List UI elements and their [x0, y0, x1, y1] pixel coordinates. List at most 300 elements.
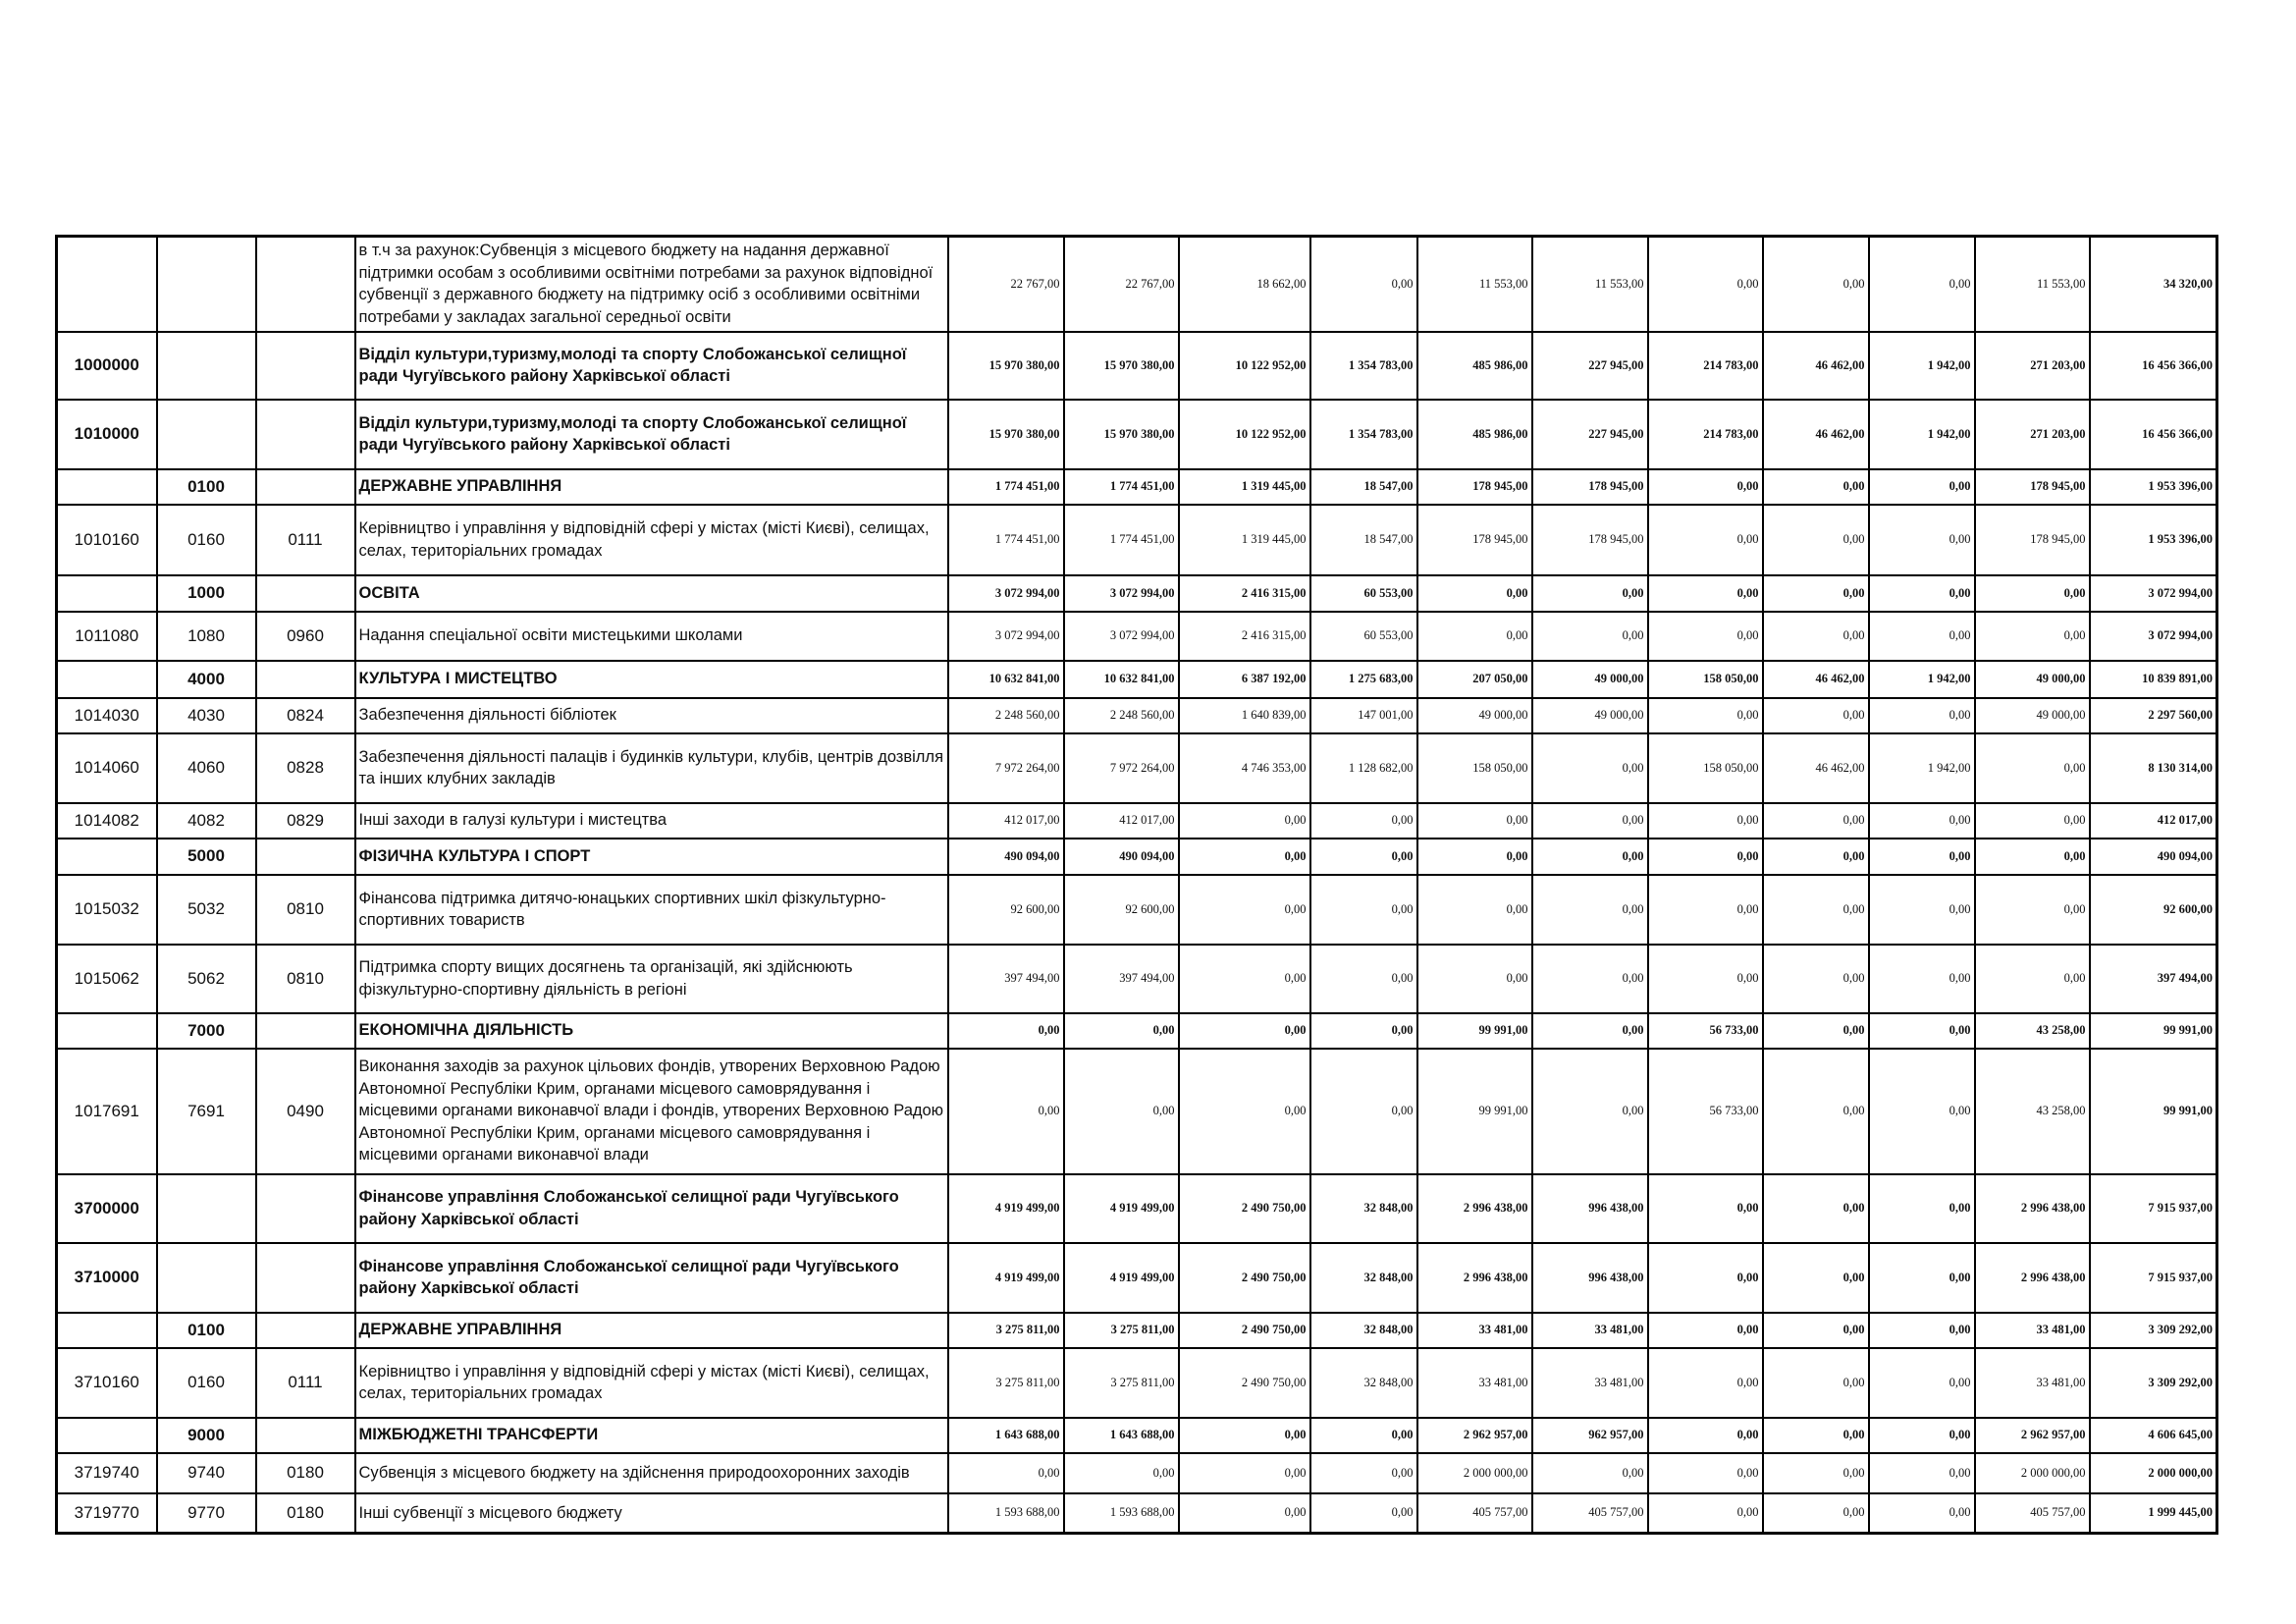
- amount-cell: 3 072 994,00: [948, 612, 1064, 661]
- amount-cell: 15 970 380,00: [948, 400, 1064, 469]
- amount-cell: 4 919 499,00: [1064, 1174, 1179, 1243]
- amount-cell: 1 643 688,00: [1064, 1418, 1179, 1453]
- amount-cell: 178 945,00: [1532, 505, 1648, 575]
- amount-cell: 0,00: [1975, 875, 2090, 945]
- total-amount-cell: 7 915 937,00: [2090, 1174, 2217, 1243]
- total-amount-cell: 3 072 994,00: [2090, 612, 2217, 661]
- program-code-cell: 3719770: [57, 1493, 157, 1534]
- amount-cell: 0,00: [1648, 1418, 1763, 1453]
- amount-cell: 0,00: [1532, 575, 1648, 612]
- program-code-cell: [57, 469, 157, 505]
- program-code-cell: [57, 237, 157, 332]
- table-row: [57, 469, 2217, 505]
- total-amount-cell: 397 494,00: [2090, 945, 2217, 1013]
- amount-cell: 1 774 451,00: [948, 469, 1064, 505]
- program-code-cell: 9740: [157, 1453, 256, 1493]
- program-name-cell: Відділ культури,туризму,молоді та спорту Слобожанської селищної ради Чугуївського району Харківської області: [355, 400, 948, 469]
- amount-cell: 0,00: [1648, 803, 1763, 839]
- amount-cell: 0,00: [1763, 469, 1869, 505]
- amount-cell: 0,00: [1763, 1243, 1869, 1313]
- amount-cell: 22 767,00: [948, 237, 1064, 332]
- amount-cell: 0,00: [1763, 1493, 1869, 1534]
- amount-cell: 0,00: [1310, 875, 1417, 945]
- total-amount-cell: 3 072 994,00: [2090, 575, 2217, 612]
- program-code-cell: 1011080: [57, 612, 157, 661]
- program-code-cell: 1000: [157, 575, 256, 612]
- amount-cell: 158 050,00: [1648, 661, 1763, 698]
- amount-cell: 0,00: [1763, 237, 1869, 332]
- amount-cell: 2 000 000,00: [1975, 1453, 2090, 1493]
- function-code-cell: 0810: [256, 875, 355, 945]
- amount-cell: 0,00: [1648, 575, 1763, 612]
- amount-cell: 485 986,00: [1417, 332, 1532, 400]
- program-name-cell: ЕКОНОМІЧНА ДІЯЛЬНІСТЬ: [355, 1013, 948, 1049]
- amount-cell: 2 962 957,00: [1975, 1418, 2090, 1453]
- function-code-cell: [256, 661, 355, 698]
- amount-cell: 1 593 688,00: [1064, 1493, 1179, 1534]
- total-amount-cell: 16 456 366,00: [2090, 400, 2217, 469]
- amount-cell: 0,00: [1179, 803, 1310, 839]
- amount-cell: 0,00: [1763, 803, 1869, 839]
- amount-cell: 4 919 499,00: [948, 1243, 1064, 1313]
- amount-cell: 92 600,00: [1064, 875, 1179, 945]
- amount-cell: 158 050,00: [1648, 733, 1763, 803]
- amount-cell: 0,00: [1648, 1313, 1763, 1348]
- amount-cell: 271 203,00: [1975, 400, 2090, 469]
- amount-cell: 214 783,00: [1648, 400, 1763, 469]
- amount-cell: 43 258,00: [1975, 1049, 2090, 1174]
- total-amount-cell: 99 991,00: [2090, 1013, 2217, 1049]
- amount-cell: 0,00: [1532, 803, 1648, 839]
- amount-cell: 0,00: [948, 1049, 1064, 1174]
- amount-cell: 0,00: [1869, 1174, 1975, 1243]
- program-code-cell: [157, 400, 256, 469]
- amount-cell: 99 991,00: [1417, 1049, 1532, 1174]
- amount-cell: 0,00: [1648, 469, 1763, 505]
- amount-cell: 0,00: [1648, 1348, 1763, 1418]
- program-code-cell: 4030: [157, 698, 256, 733]
- table-row: [57, 1049, 2217, 1174]
- total-amount-cell: 1 953 396,00: [2090, 469, 2217, 505]
- amount-cell: 0,00: [1763, 1174, 1869, 1243]
- function-code-cell: [256, 1313, 355, 1348]
- amount-cell: 2 996 438,00: [1417, 1174, 1532, 1243]
- amount-cell: 1 354 783,00: [1310, 332, 1417, 400]
- total-amount-cell: 8 130 314,00: [2090, 733, 2217, 803]
- table-row: [57, 945, 2217, 1013]
- amount-cell: 56 733,00: [1648, 1049, 1763, 1174]
- amount-cell: 15 970 380,00: [948, 332, 1064, 400]
- amount-cell: 49 000,00: [1975, 661, 2090, 698]
- program-name-cell: Надання спеціальної освіти мистецькими школами: [355, 612, 948, 661]
- total-amount-cell: 34 320,00: [2090, 237, 2217, 332]
- total-amount-cell: 99 991,00: [2090, 1049, 2217, 1174]
- amount-cell: 0,00: [1763, 1348, 1869, 1418]
- program-name-cell: ФІЗИЧНА КУЛЬТУРА І СПОРТ: [355, 839, 948, 875]
- amount-cell: 3 275 811,00: [948, 1348, 1064, 1418]
- amount-cell: 2 490 750,00: [1179, 1348, 1310, 1418]
- amount-cell: 0,00: [1310, 945, 1417, 1013]
- amount-cell: 178 945,00: [1975, 505, 2090, 575]
- amount-cell: 18 547,00: [1310, 469, 1417, 505]
- amount-cell: 405 757,00: [1532, 1493, 1648, 1534]
- amount-cell: 0,00: [1648, 1493, 1763, 1534]
- amount-cell: 0,00: [1975, 945, 2090, 1013]
- amount-cell: 0,00: [1532, 1013, 1648, 1049]
- amount-cell: 2 000 000,00: [1417, 1453, 1532, 1493]
- function-code-cell: 0810: [256, 945, 355, 1013]
- amount-cell: 0,00: [1975, 733, 2090, 803]
- program-name-cell: Фінансова підтримка дитячо-юнацьких спортивних шкіл фізкультурно-спортивних товариств: [355, 875, 948, 945]
- amount-cell: 0,00: [1869, 575, 1975, 612]
- table-row: [57, 400, 2217, 469]
- amount-cell: 33 481,00: [1975, 1313, 2090, 1348]
- amount-cell: 46 462,00: [1763, 400, 1869, 469]
- amount-cell: 485 986,00: [1417, 400, 1532, 469]
- program-name-cell: Забезпечення діяльності палаців i будинків культури, клубів, центрів дозвілля та iнших клубних закладів: [355, 733, 948, 803]
- amount-cell: 3 072 994,00: [1064, 612, 1179, 661]
- table-row: [57, 839, 2217, 875]
- program-name-cell: Фінансове управління Слобожанської селищної ради Чугуївського району Харківської області: [355, 1174, 948, 1243]
- program-code-cell: 1017691: [57, 1049, 157, 1174]
- total-amount-cell: 490 094,00: [2090, 839, 2217, 875]
- amount-cell: 0,00: [1869, 505, 1975, 575]
- table-row: [57, 1174, 2217, 1243]
- amount-cell: 962 957,00: [1532, 1418, 1648, 1453]
- amount-cell: 1 354 783,00: [1310, 400, 1417, 469]
- amount-cell: 0,00: [1179, 1493, 1310, 1534]
- amount-cell: 0,00: [1763, 698, 1869, 733]
- amount-cell: 0,00: [1869, 237, 1975, 332]
- amount-cell: 0,00: [1179, 1049, 1310, 1174]
- program-code-cell: 1014082: [57, 803, 157, 839]
- total-amount-cell: 16 456 366,00: [2090, 332, 2217, 400]
- program-code-cell: 4000: [157, 661, 256, 698]
- amount-cell: 0,00: [1648, 875, 1763, 945]
- program-code-cell: 3700000: [57, 1174, 157, 1243]
- amount-cell: 0,00: [948, 1453, 1064, 1493]
- amount-cell: 33 481,00: [1417, 1348, 1532, 1418]
- amount-cell: 32 848,00: [1310, 1313, 1417, 1348]
- program-code-cell: [57, 1013, 157, 1049]
- table-row: [57, 505, 2217, 575]
- amount-cell: 0,00: [1869, 1453, 1975, 1493]
- table-row: [57, 661, 2217, 698]
- amount-cell: 0,00: [1869, 803, 1975, 839]
- program-code-cell: [157, 1243, 256, 1313]
- program-name-cell: в т.ч за рахунок:Субвенція з місцевого бюджету на надання державної підтримки особам з особливими освітніми потребами за рахунок відповідної субвенції з державного бюджету на підтримку осіб з особливими освітніми потребами у закладах загальної середньої освіти: [355, 237, 948, 332]
- amount-cell: 227 945,00: [1532, 400, 1648, 469]
- amount-cell: 0,00: [1532, 612, 1648, 661]
- program-name-cell: Відділ культури,туризму,молоді та спорту Слобожанської селищної ради Чугуївського району Харківської області: [355, 332, 948, 400]
- amount-cell: 2 416 315,00: [1179, 612, 1310, 661]
- table-row: [57, 698, 2217, 733]
- total-amount-cell: 7 915 937,00: [2090, 1243, 2217, 1313]
- amount-cell: 0,00: [1763, 1313, 1869, 1348]
- amount-cell: 2 962 957,00: [1417, 1418, 1532, 1453]
- amount-cell: 0,00: [1763, 1049, 1869, 1174]
- program-code-cell: [157, 332, 256, 400]
- amount-cell: 2 416 315,00: [1179, 575, 1310, 612]
- amount-cell: 0,00: [1310, 1013, 1417, 1049]
- amount-cell: 1 942,00: [1869, 400, 1975, 469]
- amount-cell: 0,00: [1310, 1049, 1417, 1174]
- amount-cell: 0,00: [948, 1013, 1064, 1049]
- amount-cell: 207 050,00: [1417, 661, 1532, 698]
- amount-cell: 0,00: [1179, 1013, 1310, 1049]
- program-name-cell: Інші субвенції з місцевого бюджету: [355, 1493, 948, 1534]
- amount-cell: 0,00: [1179, 875, 1310, 945]
- total-amount-cell: 10 839 891,00: [2090, 661, 2217, 698]
- program-code-cell: 3719740: [57, 1453, 157, 1493]
- table-row: [57, 1348, 2217, 1418]
- function-code-cell: 0960: [256, 612, 355, 661]
- amount-cell: 0,00: [1648, 839, 1763, 875]
- amount-cell: 397 494,00: [948, 945, 1064, 1013]
- function-code-cell: [256, 400, 355, 469]
- amount-cell: 7 972 264,00: [1064, 733, 1179, 803]
- amount-cell: 0,00: [1869, 839, 1975, 875]
- program-code-cell: 3710000: [57, 1243, 157, 1313]
- program-name-cell: Керівництво і управління у відповідній сфері у містах (місті Києві), селищах, селах, територіальних громадах: [355, 505, 948, 575]
- function-code-cell: 0828: [256, 733, 355, 803]
- amount-cell: 3 275 811,00: [948, 1313, 1064, 1348]
- total-amount-cell: 412 017,00: [2090, 803, 2217, 839]
- amount-cell: 18 662,00: [1179, 237, 1310, 332]
- amount-cell: 11 553,00: [1417, 237, 1532, 332]
- program-code-cell: 4060: [157, 733, 256, 803]
- amount-cell: 1 319 445,00: [1179, 469, 1310, 505]
- program-code-cell: 0160: [157, 505, 256, 575]
- amount-cell: 0,00: [1532, 839, 1648, 875]
- amount-cell: 0,00: [1869, 1049, 1975, 1174]
- program-name-cell: Субвенція з місцевого бюджету на здійснення природоохоронних заходів: [355, 1453, 948, 1493]
- amount-cell: 0,00: [1763, 575, 1869, 612]
- amount-cell: 46 462,00: [1763, 661, 1869, 698]
- amount-cell: 33 481,00: [1532, 1348, 1648, 1418]
- program-code-cell: 3710160: [57, 1348, 157, 1418]
- table-row: [57, 1418, 2217, 1453]
- amount-cell: 2 996 438,00: [1975, 1174, 2090, 1243]
- function-code-cell: 0111: [256, 505, 355, 575]
- amount-cell: 0,00: [1869, 698, 1975, 733]
- table-row: [57, 1013, 2217, 1049]
- amount-cell: 0,00: [1532, 945, 1648, 1013]
- amount-cell: 0,00: [1532, 875, 1648, 945]
- amount-cell: 10 632 841,00: [1064, 661, 1179, 698]
- program-code-cell: 1080: [157, 612, 256, 661]
- table-row: [57, 1313, 2217, 1348]
- program-code-cell: 9000: [157, 1418, 256, 1453]
- amount-cell: 0,00: [1648, 1453, 1763, 1493]
- amount-cell: 996 438,00: [1532, 1243, 1648, 1313]
- function-code-cell: [256, 1243, 355, 1313]
- amount-cell: 1 942,00: [1869, 733, 1975, 803]
- amount-cell: 1 942,00: [1869, 661, 1975, 698]
- amount-cell: 1 275 683,00: [1310, 661, 1417, 698]
- amount-cell: 33 481,00: [1532, 1313, 1648, 1348]
- amount-cell: 1 593 688,00: [948, 1493, 1064, 1534]
- amount-cell: 0,00: [1417, 875, 1532, 945]
- amount-cell: 0,00: [1869, 1348, 1975, 1418]
- total-amount-cell: 1 953 396,00: [2090, 505, 2217, 575]
- amount-cell: 214 783,00: [1648, 332, 1763, 400]
- program-code-cell: 5000: [157, 839, 256, 875]
- amount-cell: 0,00: [1975, 612, 2090, 661]
- amount-cell: 0,00: [1064, 1013, 1179, 1049]
- amount-cell: 60 553,00: [1310, 575, 1417, 612]
- amount-cell: 178 945,00: [1532, 469, 1648, 505]
- amount-cell: 2 248 560,00: [948, 698, 1064, 733]
- amount-cell: 0,00: [1763, 945, 1869, 1013]
- amount-cell: 2 996 438,00: [1417, 1243, 1532, 1313]
- amount-cell: 0,00: [1648, 1174, 1763, 1243]
- amount-cell: 0,00: [1763, 1013, 1869, 1049]
- amount-cell: 0,00: [1417, 612, 1532, 661]
- amount-cell: 0,00: [1869, 945, 1975, 1013]
- amount-cell: 0,00: [1869, 1418, 1975, 1453]
- amount-cell: 0,00: [1310, 1453, 1417, 1493]
- amount-cell: 178 945,00: [1417, 469, 1532, 505]
- amount-cell: 49 000,00: [1532, 661, 1648, 698]
- amount-cell: 0,00: [1869, 469, 1975, 505]
- amount-cell: 10 122 952,00: [1179, 332, 1310, 400]
- amount-cell: 2 248 560,00: [1064, 698, 1179, 733]
- function-code-cell: [256, 1418, 355, 1453]
- total-amount-cell: 4 606 645,00: [2090, 1418, 2217, 1453]
- program-code-cell: 0100: [157, 1313, 256, 1348]
- amount-cell: 0,00: [1869, 1243, 1975, 1313]
- amount-cell: 1 774 451,00: [1064, 505, 1179, 575]
- function-code-cell: 0180: [256, 1493, 355, 1534]
- program-code-cell: 1014030: [57, 698, 157, 733]
- amount-cell: 0,00: [1869, 1013, 1975, 1049]
- amount-cell: 0,00: [1648, 945, 1763, 1013]
- total-amount-cell: 92 600,00: [2090, 875, 2217, 945]
- program-code-cell: 0160: [157, 1348, 256, 1418]
- amount-cell: 11 553,00: [1975, 237, 2090, 332]
- amount-cell: 0,00: [1648, 505, 1763, 575]
- program-code-cell: [157, 1174, 256, 1243]
- amount-cell: 2 490 750,00: [1179, 1313, 1310, 1348]
- amount-cell: 10 632 841,00: [948, 661, 1064, 698]
- amount-cell: 3 072 994,00: [1064, 575, 1179, 612]
- program-name-cell: Фінансове управління Слобожанської селищної ради Чугуївського району Харківської області: [355, 1243, 948, 1313]
- program-name-cell: ДЕРЖАВНЕ УПРАВЛІННЯ: [355, 1313, 948, 1348]
- amount-cell: 0,00: [1648, 237, 1763, 332]
- amount-cell: 227 945,00: [1532, 332, 1648, 400]
- program-code-cell: [157, 237, 256, 332]
- amount-cell: 0,00: [1310, 1493, 1417, 1534]
- amount-cell: 2 490 750,00: [1179, 1243, 1310, 1313]
- amount-cell: 405 757,00: [1417, 1493, 1532, 1534]
- program-code-cell: [57, 1313, 157, 1348]
- amount-cell: 7 972 264,00: [948, 733, 1064, 803]
- amount-cell: 0,00: [1975, 575, 2090, 612]
- amount-cell: 0,00: [1064, 1453, 1179, 1493]
- amount-cell: 490 094,00: [1064, 839, 1179, 875]
- function-code-cell: 0490: [256, 1049, 355, 1174]
- function-code-cell: [256, 575, 355, 612]
- amount-cell: 412 017,00: [1064, 803, 1179, 839]
- amount-cell: 11 553,00: [1532, 237, 1648, 332]
- amount-cell: 490 094,00: [948, 839, 1064, 875]
- total-amount-cell: 3 309 292,00: [2090, 1313, 2217, 1348]
- function-code-cell: [256, 332, 355, 400]
- program-name-cell: Підтримка спорту вищих досягнень та організацій, які здійснюють фізкультурно-спортивну діяльність в регіоні: [355, 945, 948, 1013]
- amount-cell: 0,00: [1763, 612, 1869, 661]
- amount-cell: 0,00: [1869, 1313, 1975, 1348]
- amount-cell: 0,00: [1648, 698, 1763, 733]
- program-code-cell: 1015032: [57, 875, 157, 945]
- amount-cell: 99 991,00: [1417, 1013, 1532, 1049]
- amount-cell: 3 275 811,00: [1064, 1313, 1179, 1348]
- amount-cell: 0,00: [1417, 803, 1532, 839]
- amount-cell: 0,00: [1064, 1049, 1179, 1174]
- table-row: [57, 1243, 2217, 1313]
- amount-cell: 0,00: [1532, 733, 1648, 803]
- amount-cell: 49 000,00: [1975, 698, 2090, 733]
- table-row: [57, 733, 2217, 803]
- amount-cell: 4 919 499,00: [1064, 1243, 1179, 1313]
- amount-cell: 10 122 952,00: [1179, 400, 1310, 469]
- amount-cell: 0,00: [1417, 575, 1532, 612]
- amount-cell: 18 547,00: [1310, 505, 1417, 575]
- amount-cell: 158 050,00: [1417, 733, 1532, 803]
- table-row: [57, 575, 2217, 612]
- table-row: [57, 875, 2217, 945]
- program-name-cell: Забезпечення діяльності бібліотек: [355, 698, 948, 733]
- amount-cell: 178 945,00: [1417, 505, 1532, 575]
- amount-cell: 43 258,00: [1975, 1013, 2090, 1049]
- function-code-cell: 0824: [256, 698, 355, 733]
- program-name-cell: Виконання заходів за рахунок цільових фондів, утворених Верховною Радою Автономної Республіки Крим, органами місцевого самоврядування і місцевими органами виконавчої влади і фондів, утворених Верховною Радою Автономної Республіки Крим, органами місцевого самоврядування і місцевими органами виконавчої влади: [355, 1049, 948, 1174]
- function-code-cell: [256, 469, 355, 505]
- amount-cell: 0,00: [1869, 1493, 1975, 1534]
- amount-cell: 0,00: [1532, 1453, 1648, 1493]
- function-code-cell: [256, 1013, 355, 1049]
- amount-cell: 0,00: [1532, 1049, 1648, 1174]
- amount-cell: 0,00: [1975, 803, 2090, 839]
- program-name-cell: МІЖБЮДЖЕТНІ ТРАНСФЕРТИ: [355, 1418, 948, 1453]
- amount-cell: 32 848,00: [1310, 1174, 1417, 1243]
- program-code-cell: 1010160: [57, 505, 157, 575]
- amount-cell: 0,00: [1179, 945, 1310, 1013]
- program-code-cell: 1014060: [57, 733, 157, 803]
- amount-cell: 0,00: [1417, 839, 1532, 875]
- table-row: [57, 612, 2217, 661]
- amount-cell: 1 640 839,00: [1179, 698, 1310, 733]
- amount-cell: 32 848,00: [1310, 1243, 1417, 1313]
- amount-cell: 56 733,00: [1648, 1013, 1763, 1049]
- total-amount-cell: 3 309 292,00: [2090, 1348, 2217, 1418]
- amount-cell: 0,00: [1310, 237, 1417, 332]
- amount-cell: 6 387 192,00: [1179, 661, 1310, 698]
- amount-cell: 0,00: [1763, 1453, 1869, 1493]
- amount-cell: 0,00: [1648, 612, 1763, 661]
- total-amount-cell: 1 999 445,00: [2090, 1493, 2217, 1534]
- amount-cell: 33 481,00: [1975, 1348, 2090, 1418]
- table-row: [57, 332, 2217, 400]
- table-row: [57, 803, 2217, 839]
- amount-cell: 46 462,00: [1763, 733, 1869, 803]
- amount-cell: 49 000,00: [1417, 698, 1532, 733]
- amount-cell: 1 128 682,00: [1310, 733, 1417, 803]
- amount-cell: 412 017,00: [948, 803, 1064, 839]
- function-code-cell: 0829: [256, 803, 355, 839]
- program-code-cell: [57, 575, 157, 612]
- amount-cell: 2 996 438,00: [1975, 1243, 2090, 1313]
